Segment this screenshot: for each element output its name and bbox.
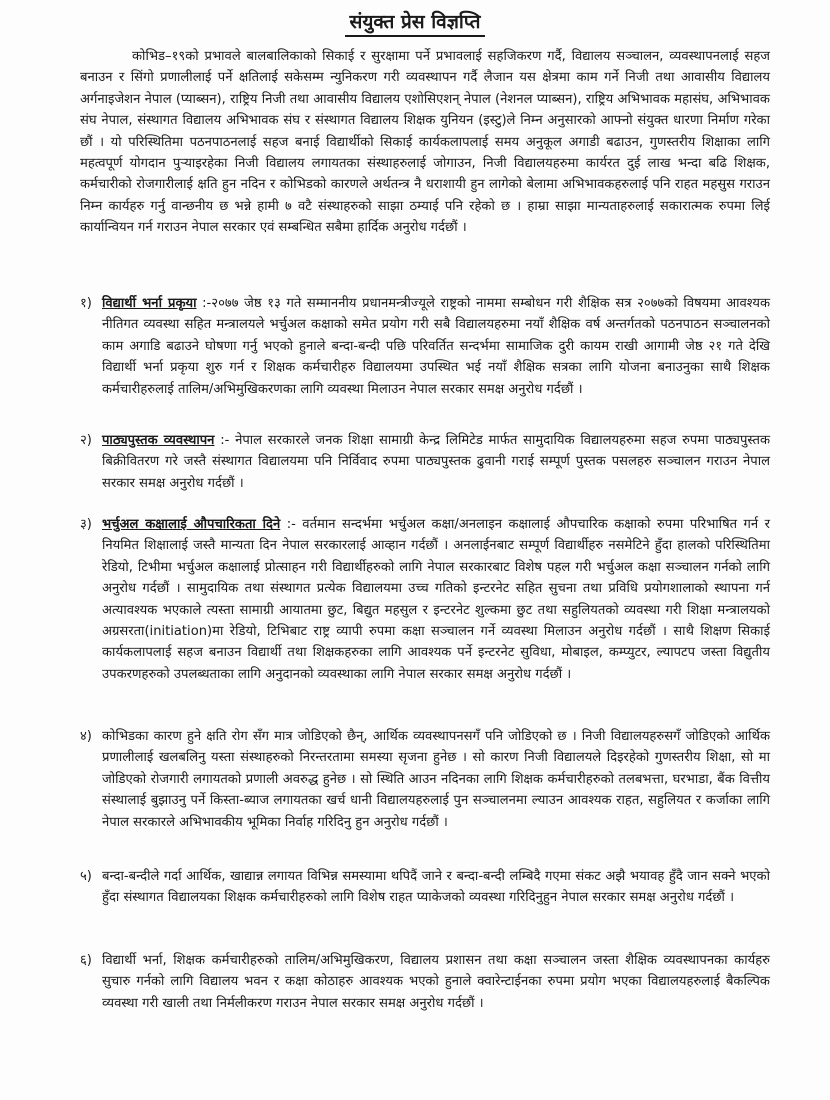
list-item-5 [80, 866, 770, 909]
item-body: कोभिडका कारण हुने क्षति रोग सँग मात्र जोडिएको छैन्, आर्थिक व्यवस्थापनसगँ पनि जोडिएको छ । निजी विद्यालयहरुसगँ जोडिएको आर्थिक प्रणालीलाई खलबलिनु यस्ता संस्थाहरुको निरन्तरतामा समस्या सृजना हुनेछ । सो कारण निजी विद्यालयले दिइरहेको गुणस्तरीय शिक्षा, सो मा जोडिएको रोजगारी लगायतको प्रणाली अवरुद्ध हुनेछ । सो स्थिति आउन नदिनका लागि शिक्षक कर्मचारीहरुको तलबभत्ता, घरभाडा, बैंक वित्तीय संस्थालाई बुझाउनु पर्ने किस्ता-ब्याज लगायतका खर्च धानी विद्यालयहरुलाई पुन सञ्चालनमा ल्याउन आवश्यक राहत, सहुलियत र कर्जाका लागि नेपाल सरकारले अभिभावकीय भूमिका निर्वाह गरिदिनु हुन अनुरोध गर्दछौं । [102, 729, 770, 830]
item-text: :- नेपाल सरकारले जनक शिक्षा सामाग्री केन्द्र लिमिटेड मार्फत सामुदायिक विद्यालयहरुमा सहज रुपमा पाठ्यपुस्तक बिक्रीवितरण गरे जस्तै संस्थागत विद्यालयमा पनि निर्विवाद रुपमा पाठ्यपुस्तक ढुवानी गराई सम्पूर्ण पुस्तक पसलहरु सञ्चालन गराउन नेपाल सरकार समक्ष अनुरोध गर्दछौं । [102, 433, 770, 491]
list-item-6 [80, 950, 770, 1014]
document-title: संयुक्त प्रेस विज्ञप्ति [0, 8, 830, 34]
list-item-4 [80, 726, 770, 833]
item-text: :- वर्तमान सन्दर्भमा भर्चुअल कक्षा/अनलाइन कक्षालाई औपचारिक कक्षाको रुपमा परिभाषित गर्न र नियमित शिक्षालाई जस्तै मान्यता दिन नेपाल सरकारलाई आव्हान गर्दछौं । अनलाईनबाट सम्पूर्ण विद्यार्थीहरु नसमेटिने हुँदा हालको परिस्थितिमा रेडियो, टिभीमा भर्चुअल कक्षालाई प्रोत्साहन गरी विद्यार्थीहरुको लागि नेपाल सरकारबाट विशेष पहल गरी भर्चुअल कक्षा सञ्चालन गर्नको लागि अनुरोध गर्दछौं । सामुदायिक तथा संस्थागत प्रत्येक विद्यालयमा उच्च गतिको इन्टरनेट सहित सुचना तथा प्रविधि प्रयोगशालाको स्थापना गर्न अत्यावश्यक भएकाले त्यस्ता सामाग्री आयातमा छुट, बिद्युत महसुल र इन्टरनेट शुल्कमा छुट तथा सहुलियतको व्यवस्था गरी शिक्षा मन्त्रालयको अग्रसरता(initiation)मा रेडियो, टिभिबाट राष्ट्र व्यापी रुपमा कक्षा सञ्चालन गर्ने व्यवस्था मिलाउन अनुरोध गर्दछौं । साथै शिक्षण सिकाई कार्यकलापलाई सहज बनाउन विद्यार्थी तथा शिक्षकहरुका लागि आवश्यक पर्ने इन्टरनेट सुविधा, मोबाइल, कम्प्युटर, ल्यापटप जस्ता विद्युतीय उपकरणहरुको उपलब्धताका लागि अनुदानको व्यवस्थाका लागि नेपाल सरकार समक्ष अनुरोध गर्दछौं । [102, 517, 770, 682]
item-number: १) [80, 296, 92, 311]
item-number: २) [80, 433, 92, 448]
item-heading: पाठ्यपुस्तक व्यवस्थापन [102, 433, 215, 448]
list-item-2 [80, 430, 770, 494]
item-number: ४) [80, 729, 92, 744]
item-body [102, 430, 770, 494]
item-body [102, 293, 770, 400]
list-item-1 [80, 293, 770, 400]
item-body: विद्यार्थी भर्ना, शिक्षक कर्मचारीहरुको तालिम/अभिमुखिकरण, विद्यालय प्रशासन तथा कक्षा सञ्चालन जस्ता शैक्षिक व्यवस्थापनका कार्यहरु सुचारु गर्नको लागि विद्यालय भवन र कक्षा कोठाहरु आवश्यक भएको हुनाले क्वारेन्टाईनका रुपमा प्रयोग भएका विद्यालयहरुलाई बैकल्पिक व्यवस्था गरी खाली तथा निर्मलीकरण गराउन नेपाल सरकार समक्ष अनुरोध गर्दछौं । [102, 953, 770, 1011]
item-number: ५) [80, 869, 92, 884]
list-item-3 [80, 514, 770, 685]
item-body: बन्दा-बन्दीले गर्दा आर्थिक, खाद्यान्न लगायत विभिन्न समस्यामा थपिदैं जाने र बन्दा-बन्दी लम्बिदै गएमा संकट अझै भयावह हुँदै जान सक्ने भएको हुँदा संस्थागत विद्यालयका शिक्षक कर्मचारीहरुको लागि विशेष राहत प्याकेजको व्यवस्था गरिदिनुहुन नेपाल सरकार समक्ष अनुरोध गर्दछौं । [102, 869, 770, 906]
item-text: :-२०७७ जेष्ठ १३ गते सम्माननीय प्रधानमन्त्रीज्यूले राष्ट्रको नाममा सम्बोधन गरी शैक्षिक सत्र २०७७को विषयमा आवश्यक नीतिगत व्यवस्था सहित मन्त्रालयले भर्चुअल कक्षाको समेत प्रयोग गरी सबै विद्यालयहरुमा नयाँ शैक्षिक वर्ष अन्तर्गतको पठनपाठन सञ्चालनको काम अगाडि बढाउने घोषणा गर्नु भएको हुनाले बन्दा-बन्दी पछि परिवर्तित सन्दर्भमा सामाजिक दुरी कायम राखी आगामी जेष्ठ २१ गते देखि विद्यार्थी भर्ना प्रकृया शुरु गर्न र शिक्षक कर्मचारीहरु विद्यालयमा उपस्थित भई नयाँ शैक्षिक सत्रका लागि योजना बनाउनुका साथै शिक्षक कर्मचारीहरुलाई तालिम/अभिमुखिकरणका लागि व्यवस्था मिलाउन नेपाल सरकार समक्ष अनुरोध गर्दछौं । [102, 296, 770, 397]
intro-paragraph: कोभिड–१९को प्रभावले बालबालिकाको सिकाई र सुरक्षामा पर्ने प्रभावलाई सहजिकरण गर्दै, विद्यालय सञ्चालन, व्यवस्थापनलाई सहज बनाउन र सिंगो प्रणालीलाई पर्ने क्षतिलाई सकेसम्म न्युनिकरण गरी व्यवस्थापन गर्दै लैजान यस क्षेत्रमा काम गर्ने निजी तथा आवासीय विद्यालय अर्गनाइजेशन नेपाल (प्याब्सन), राष्ट्रिय निजी तथा आवासीय विद्यालय एशोसिएशन् नेपाल (नेशनल प्याब्सन), राष्ट्रिय अभिभावक महासंघ, अभिभावक संघ नेपाल, संस्थागत विद्यालय अभिभावक संघ र संस्थागत विद्यालय शिक्षक युनियन (इस्टु)ले निम्न अनुसारको आफ्नो संयुक्त धारणा निर्माण गरेका छौं । यो परिस्थितिमा पठनपाठनलाई सहज बनाई विद्यार्थीको सिकाई कार्यकलापलाई समय अनुकूल अगाडी बढाउन, गुणस्तरीय शिक्षाका लागि महत्वपूर्ण योगदान पुऱ्याइरहेका निजी विद्यालय लगायतका संस्थाहरुलाई जोगाउन, निजी विद्यालयहरुमा कार्यरत दुई लाख भन्दा बढि शिक्षक, कर्मचारीको रोजगारीलाई क्षति हुन नदिन र कोभिडको कारणले अर्थतन्त्र नै धराशायी हुन लागेको बेलामा अभिभावकहरुलाई पनि राहत महसुस गराउन निम्न कार्यहरु गर्नु वान्छनीय छ भन्ने हामी ७ वटै संस्थाहरुको साझा ठम्याई पनि रहेको छ । हाम्रा साझा मान्यताहरुलाई सकारात्मक रुपमा लिई कार्यान्वियन गर्न गराउन नेपाल सरकार एवं सम्बन्धित सबैमा हार्दिक अनुरोध गर्दछौं । [80, 49, 770, 236]
item-heading: विद्यार्थी भर्ना प्रकृया [102, 296, 197, 311]
item-number: ३) [80, 517, 92, 532]
item-heading: भर्चुअल कक्षालाई औपचारिकता दिने [102, 517, 281, 532]
item-body [102, 514, 770, 685]
item-number: ६) [80, 953, 92, 968]
